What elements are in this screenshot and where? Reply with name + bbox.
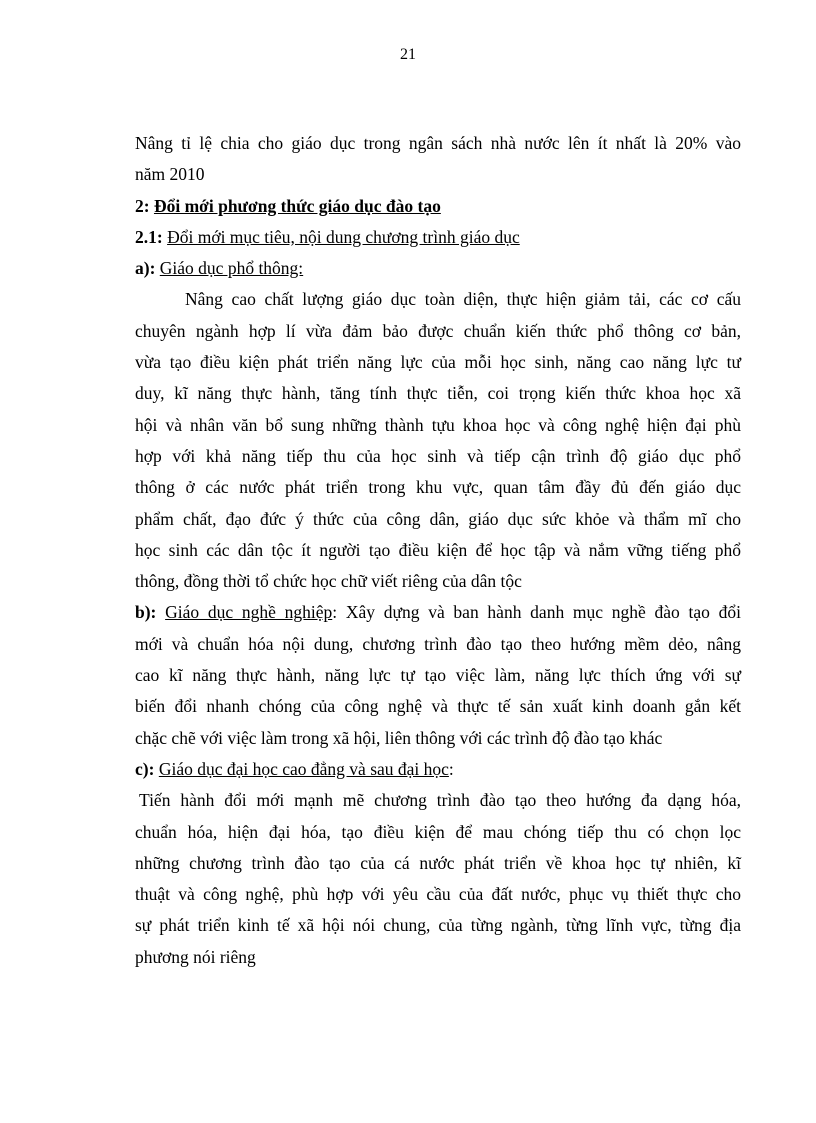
subsection-a-line-1: Nâng cao chất lượng giáo dục toàn diện, thực hiện giảm tải, các cơ cấu: [185, 289, 741, 310]
section-2-heading: [135, 191, 741, 222]
subsection-c-line-1: Tiến hành đổi mới mạnh mẽ chương trình đào tạo theo hướng đa dạng hóa,: [139, 790, 741, 811]
subsection-a-line-8: phẩm chất, đạo đức ý thức của công dân, giáo dục sức khỏe và thẩm mĩ cho: [135, 508, 741, 529]
subsection-a-title: Giáo dục phổ thông:: [159, 258, 304, 279]
subsection-c-line-2: chuẩn hóa, hiện đại hóa, tạo điều kiện để mau chóng tiếp thu có chọn lọc: [135, 821, 741, 842]
section-2-1-number: 2.1:: [135, 226, 163, 247]
intro-line-2: năm 2010: [135, 164, 205, 185]
page-number: 21: [400, 46, 416, 63]
subsection-a-label: a):: [135, 258, 156, 279]
subsection-c-label: c):: [135, 758, 155, 779]
subsection-a-line-3: vừa tạo điều kiện phát triển năng lực của mỗi học sinh, năng cao năng lực tư: [135, 352, 741, 373]
subsection-a-line-10: thông, đồng thời tổ chức học chữ viết riêng của dân tộc: [135, 571, 522, 592]
subsection-b-line-2: cao kĩ năng thực hành, năng lực tự tạo việc làm, năng lực thích ứng với sự: [135, 665, 741, 686]
subsection-b-line-4: chặc chẽ với việc làm trong xã hội, liên thông với các trình độ đào tạo khác: [135, 727, 663, 748]
document-body: [135, 128, 741, 973]
subsection-a-line-7: thông ở các nước phát triển trong khu vực, quan tâm đầy đủ đến giáo dục: [135, 477, 741, 498]
subsection-a-line-6: hợp với khả năng tiếp thu của học sinh và tiếp cận trình độ giáo dục phổ: [135, 445, 741, 466]
section-2-title: Đổi mới phương thức giáo dục đào tạo: [153, 195, 441, 216]
subsection-c-title-suffix: :: [448, 758, 454, 779]
subsection-b-title: Giáo dục nghề nghiệp: [165, 602, 333, 623]
subsection-a-line-5: hội và nhân văn bổ sung những thành tựu khoa học và công nghệ hiện đại phù: [135, 414, 741, 435]
subsection-c-title: Giáo dục đại học cao đẳng và sau đại học: [158, 758, 449, 779]
subsection-a-heading: [135, 253, 741, 284]
subsection-b-label: b):: [135, 602, 157, 623]
subsection-b-heading: [135, 597, 741, 628]
subsection-a-line-2: chuyên ngành hợp lí vừa đảm bảo được chuẩn kiến thức phổ thông cơ bản,: [135, 320, 741, 341]
subsection-c-line-3: những chương trình đào tạo của cá nước phát triển về khoa học tự nhiên, kĩ: [135, 852, 741, 873]
subsection-c-line-6: phương nói riêng: [135, 946, 256, 967]
subsection-c-line-4: thuật và công nghệ, phù hợp với yêu cầu của đất nước, phục vụ thiết thực cho: [135, 884, 741, 905]
subsection-b-first-line-rest: : Xây dựng và ban hành danh mục nghề đào tạo đổi: [332, 602, 741, 623]
subsection-b-line-1: mới và chuẩn hóa nội dung, chương trình đào tạo theo hướng mềm dẻo, nâng: [135, 633, 741, 654]
subsection-c-heading: [135, 754, 741, 785]
subsection-a-line-9: học sinh các dân tộc ít người tạo điều kiện để học tập và nắm vững tiếng phổ: [135, 539, 741, 560]
intro-line-1: Nâng tỉ lệ chia cho giáo dục trong ngân sách nhà nước lên ít nhất là 20% vào: [135, 133, 741, 153]
subsection-c-line-5: sự phát triển kinh tế xã hội nói chung, của từng ngành, từng lĩnh vực, từng địa: [135, 915, 741, 936]
subsection-b-line-3: biến đổi nhanh chóng của công nghệ và thực tế sản xuất kinh doanh gắn kết: [135, 696, 741, 717]
subsection-a-line-4: duy, kĩ năng thực hành, tăng tính thực tiễn, coi trọng kiến thức khoa học xã: [135, 383, 741, 404]
section-2-number: 2:: [135, 195, 150, 216]
section-2-1-title: Đổi mới mục tiêu, nội dung chương trình giáo dục: [167, 226, 520, 247]
section-2-1-heading: [135, 222, 741, 253]
